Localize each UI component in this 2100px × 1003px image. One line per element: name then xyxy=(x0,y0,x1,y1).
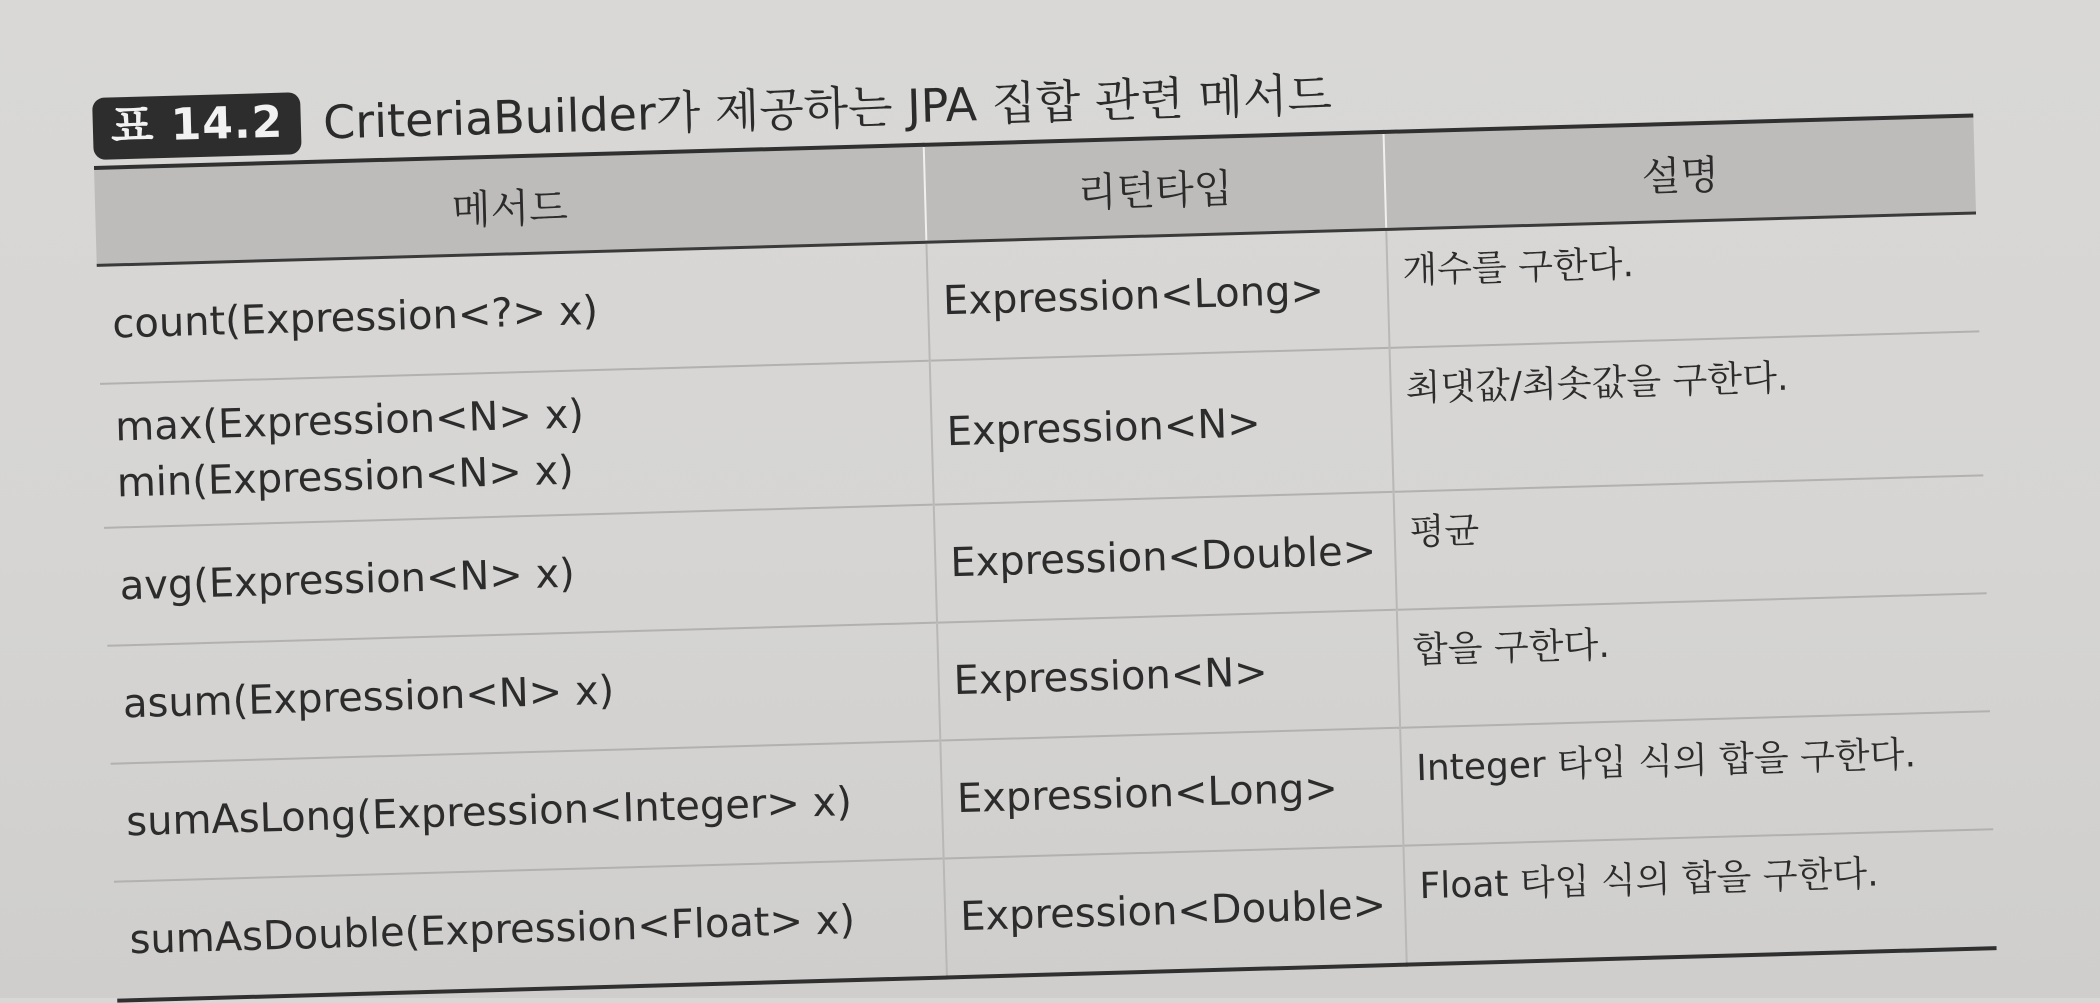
aggregate-methods-table-block xyxy=(92,44,1997,1003)
method-signature: asum(Expression<N> x) xyxy=(122,667,615,728)
method-signature: sumAsDouble(Expression<Float> x) xyxy=(128,897,856,964)
method-cell xyxy=(97,242,930,384)
method-cell xyxy=(114,859,947,1001)
header-description: 설명 xyxy=(1641,152,1720,201)
method-cell xyxy=(111,741,944,882)
table-title: CriteriaBuilder가 제공하는 JPA 집합 관련 메서드 xyxy=(322,67,1333,150)
header-method: 메서드 xyxy=(94,145,926,266)
description-cell: 개수를 구한다. xyxy=(1401,244,1635,292)
description-cell: 합을 구한다. xyxy=(1412,624,1611,672)
return-type-cell: Expression<Double> xyxy=(944,846,1407,978)
method-signature: count(Expression<?> x) xyxy=(111,287,599,348)
return-type-cell: Expression<N> xyxy=(937,610,1400,741)
method-signature: max(Expression<N> x) xyxy=(114,391,585,451)
description-cell: 평균 xyxy=(1409,510,1480,554)
method-cell xyxy=(107,623,940,764)
header-return-type: 리턴타입 xyxy=(924,132,1387,242)
method-signature: avg(Expression<N> x) xyxy=(119,550,576,610)
description-cell: Integer 타입 식의 합을 구한다. xyxy=(1415,734,1917,790)
return-type-cell: Expression<Long> xyxy=(926,229,1389,360)
aggregate-methods-table xyxy=(94,113,1997,1002)
method-cell xyxy=(100,361,934,528)
table-number-badge: 표 14.2 xyxy=(92,92,302,160)
method-cell xyxy=(104,505,937,646)
method-signature: min(Expression<N> x) xyxy=(116,447,575,507)
return-type-cell: Expression<Long> xyxy=(940,728,1403,859)
method-signature: sumAsLong(Expression<Integer> x) xyxy=(125,779,853,846)
description-cell: Float 타입 식의 합을 구한다. xyxy=(1419,853,1880,908)
description-cell: 최댓값/최솟값을 구한다. xyxy=(1405,357,1789,410)
return-type-cell: Expression<N> xyxy=(930,348,1394,505)
return-type-cell: Expression<Double> xyxy=(934,492,1397,623)
